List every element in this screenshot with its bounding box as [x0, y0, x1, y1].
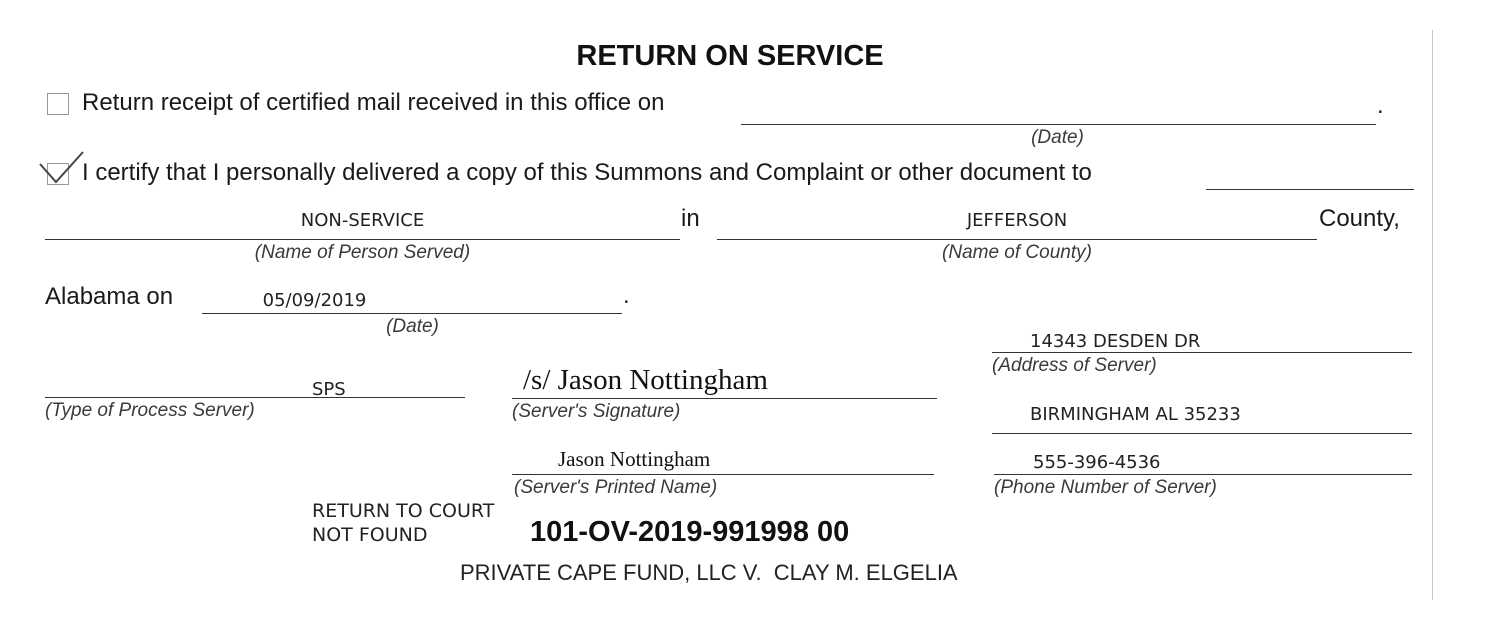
process-server-type-line[interactable]: [45, 397, 465, 398]
service-date-value: 05/09/2019: [262, 290, 367, 311]
address-caption: (Address of Server): [992, 355, 1157, 376]
service-date-caption: (Date): [386, 316, 439, 337]
return-note-line2: NOT FOUND: [312, 524, 428, 546]
personal-delivery-label: I certify that I personally delivered a copy of this Summons and Complaint or other document to: [82, 159, 1092, 186]
service-date-line[interactable]: [202, 313, 622, 314]
server-printed-name-value: Jason Nottingham: [558, 447, 711, 471]
in-label: in: [681, 205, 700, 232]
case-title: PRIVATE CAPE FUND, LLC V. CLAY M. ELGELIA: [460, 560, 958, 585]
phone-value: 555-396-4536: [1033, 452, 1161, 473]
alabama-on-label: Alabama on: [45, 283, 174, 310]
receipt-date-caption: (Date): [1031, 127, 1084, 148]
county-value: JEFFERSON: [966, 210, 1068, 231]
case-number: 101-OV-2019-991998 00: [530, 516, 850, 548]
phone-caption: (Phone Number of Server): [994, 477, 1217, 498]
receipt-date-line[interactable]: [741, 124, 1376, 125]
address-value: 14343 DESDEN DR: [1030, 331, 1201, 352]
certified-mail-label: Return receipt of certified mail received in this office on: [82, 89, 665, 116]
checkmark-icon: [36, 148, 86, 188]
person-served-value: NON-SERVICE: [300, 210, 425, 231]
return-note-line1: RETURN TO COURT: [312, 500, 495, 522]
phone-line[interactable]: [994, 474, 1412, 475]
server-signature-caption: (Server's Signature): [512, 401, 681, 422]
county-caption: (Name of County): [942, 242, 1092, 263]
address-city-line[interactable]: [992, 433, 1412, 434]
delivery-continuation-line: [1206, 189, 1414, 190]
address-city-value: BIRMINGHAM AL 35233: [1030, 404, 1241, 425]
server-signature-value: /s/ Jason Nottingham: [523, 364, 768, 396]
person-served-line[interactable]: [45, 239, 680, 240]
form-title: RETURN ON SERVICE: [576, 40, 884, 72]
process-server-type-value: SPS: [312, 379, 346, 400]
address-line[interactable]: [992, 352, 1412, 353]
certified-mail-checkbox[interactable]: [47, 93, 69, 115]
server-printed-name-caption: (Server's Printed Name): [514, 477, 718, 498]
server-signature-line[interactable]: [512, 398, 937, 399]
server-printed-name-line[interactable]: [512, 474, 934, 475]
service-date-period: .: [623, 282, 630, 309]
receipt-date-period: .: [1377, 92, 1384, 119]
process-server-type-caption: (Type of Process Server): [45, 400, 255, 421]
county-line[interactable]: [717, 239, 1317, 240]
county-suffix: County,: [1319, 205, 1400, 232]
person-served-caption: (Name of Person Served): [254, 242, 471, 263]
right-margin-rule: [1432, 30, 1433, 600]
